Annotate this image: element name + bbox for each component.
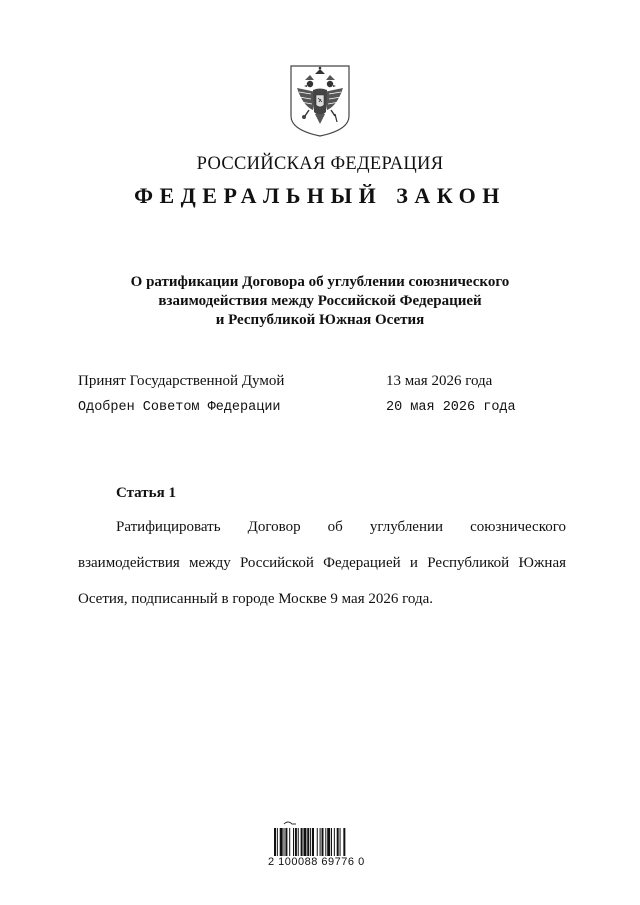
law-title-line: и Республикой Южная Осетия: [215, 312, 425, 328]
article-heading: Статья 1: [116, 485, 176, 501]
adoption-council-date: 20 мая 2026 года: [386, 400, 516, 415]
article-text-line: Ратифицировать Договор об углублении союзнического: [116, 519, 566, 535]
article-text-line: Осетия, подписанный в городе Москве 9 мая 2026 года.: [78, 591, 433, 607]
law-title-line: О ратификации Договора об углублении союзнического: [130, 274, 510, 290]
document-type-word1: ФЕДЕРАЛЬНЫЙ: [134, 183, 383, 208]
adoption-council-label: Одобрен Советом Федерации: [78, 400, 281, 415]
law-title: [0, 273, 640, 330]
document-type-word2: ЗАКОН: [396, 183, 506, 208]
adoption-duma-date: 13 мая 2026 года: [386, 373, 493, 389]
barcode-number: 2 100088 69776 0: [268, 856, 365, 868]
document-type: [0, 183, 640, 209]
law-title-line: взаимодействия между Российской Федерацией: [158, 293, 482, 309]
adoption-duma-label: Принят Государственной Думой: [78, 373, 285, 389]
article-text-line: взаимодействия между Российской Федерацией и Республикой Южная: [78, 555, 566, 571]
coat-of-arms-icon: [289, 64, 351, 138]
country-name: РОССИЙСКАЯ ФЕДЕРАЦИЯ: [196, 154, 444, 174]
barcode-bars: [270, 818, 370, 858]
